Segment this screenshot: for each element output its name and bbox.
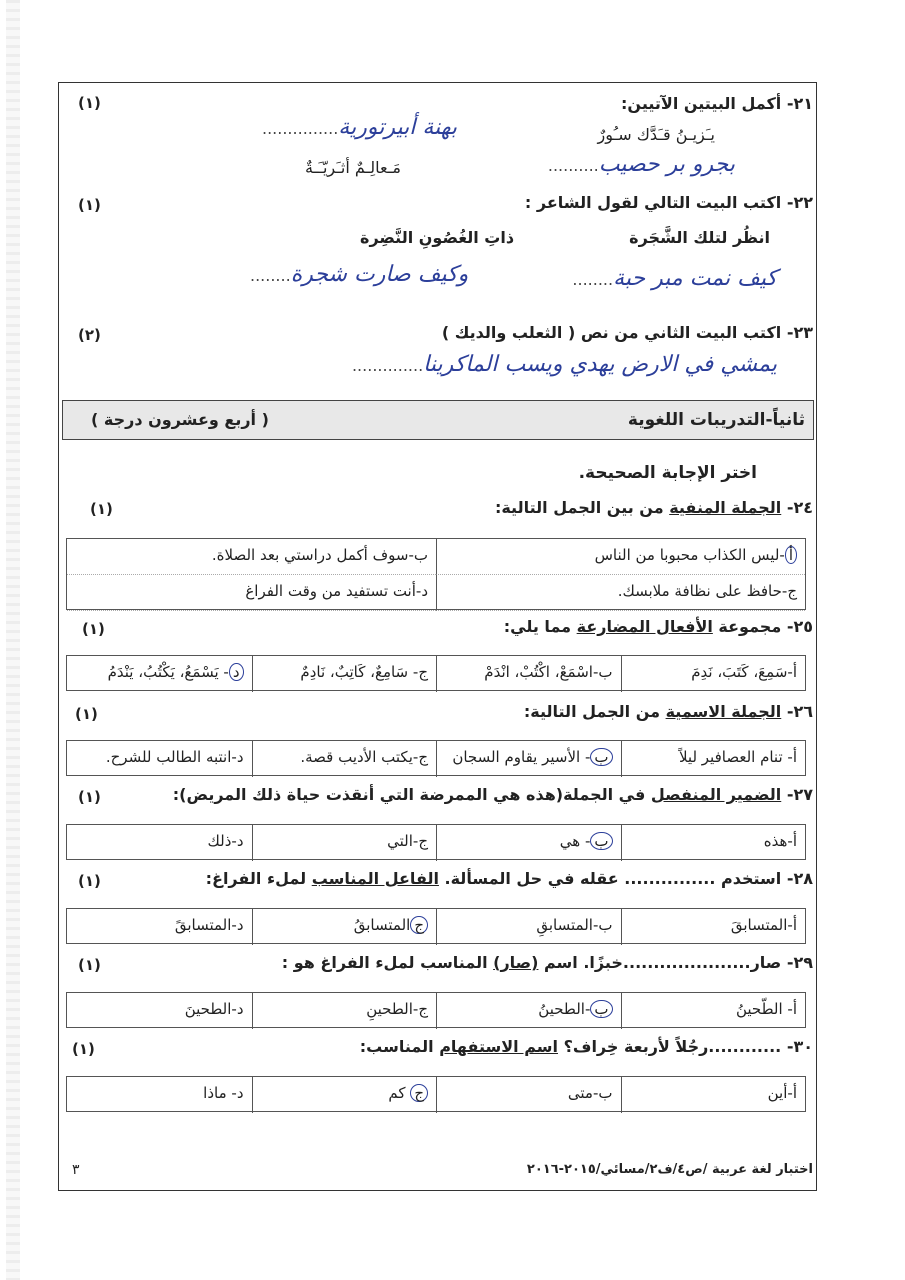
section-score: ( أربع وعشرون درجة ) (91, 410, 269, 429)
q30-option-d[interactable]: د- ماذا (203, 1084, 244, 1102)
q24-options (66, 538, 806, 610)
q27-option-d[interactable]: د-ذلك (207, 832, 244, 850)
q27-option-c[interactable]: ج-التي (252, 825, 437, 861)
q26-option-b[interactable]: ب- الأسير يقاوم السجان (436, 741, 621, 777)
q26-option-a[interactable]: أ- تنام العصافير ليلاً (621, 741, 806, 777)
q30-option-b[interactable]: ب-متى (436, 1077, 621, 1113)
q28-option-b[interactable]: ب-المتسابقِ (436, 909, 621, 945)
q26-option-c[interactable]: ج-يكتب الأديب قصة. (252, 741, 437, 777)
scan-edge (6, 0, 20, 1280)
q29-option-d[interactable]: د-الطحينَ (184, 1000, 244, 1018)
q30-heading: ٣٠- ............رجُلاً لأربعة خِراف؟ اسم الاستفهام المناسب: (359, 1037, 813, 1056)
q23-answer: يمشي في الارض يهدي ويسب الماكرينا (423, 352, 777, 377)
q22-text: اكتب البيت التالي لقول الشاعر : (524, 193, 782, 212)
q23-mark: (٢) (78, 326, 101, 344)
q24-option-b[interactable]: ب-سوف أكمل دراستي بعد الصلاة. (67, 539, 436, 575)
q27-options (66, 824, 806, 860)
q26-option-d[interactable]: د-انتبه الطالب للشرح. (105, 748, 244, 766)
q27-option-a[interactable]: أ-هذه (621, 825, 806, 861)
q21-verse2-left: مَـعالِـمٌ أثـَريّـَـةٌ (305, 158, 401, 177)
q24-option-a[interactable]: أ-ليس الكذاب محبوبا من الناس (436, 539, 805, 575)
q30-mark: (١) (72, 1040, 95, 1058)
q26-options (66, 740, 806, 776)
q26-mark: (١) (75, 705, 98, 723)
section-header (62, 400, 814, 440)
q23-number: ٢٣- (786, 323, 813, 342)
q28-option-d[interactable]: د-المتسابقً (174, 916, 244, 934)
q24-option-c[interactable]: ج-حافظ على نظافة ملابسك. (436, 575, 805, 611)
q30-option-a[interactable]: أ-أين (621, 1077, 806, 1113)
q21-dots1: ............... (262, 119, 339, 138)
q25-option-c[interactable]: ج- سَامِعٌ، كَاتِبٌ، نَادِمٌ (252, 656, 437, 692)
section-title: ثانياً-التدريبات اللغوية (627, 410, 805, 430)
q25-heading: ٢٥- مجموعة الأفعال المضارعة مما يلي: (503, 617, 813, 636)
q28-heading: ٢٨- استخدم ............... عقله في حل المسألة. الفاعل المناسب لملء الفراغ: (205, 869, 813, 888)
q28-mark: (١) (78, 872, 101, 890)
q21-answer2-line (548, 152, 735, 177)
q27-mark: (١) (78, 788, 101, 806)
q24-option-d[interactable]: د-أنت تستفيد من وقت الفراغ (67, 575, 436, 611)
q21-mark: (١) (78, 94, 101, 112)
q29-option-a[interactable]: أ- الطّحينُ (621, 993, 806, 1029)
q29-mark: (١) (78, 956, 101, 974)
q25-option-b[interactable]: ب-اسْمَعْ، اكْتُبْ، انْدَمْ (436, 656, 621, 692)
q23-heading (442, 323, 813, 342)
q22-verse-right: انظُر لتلك الشَّجَرة (629, 228, 770, 247)
q21-number: ٢١- (786, 94, 813, 113)
q25-option-a[interactable]: أ-سَمِعَ، كَتَبَ، نَدِمَ (621, 656, 806, 692)
q28-options (66, 908, 806, 944)
q29-options (66, 992, 806, 1028)
q22-heading (525, 193, 813, 212)
instruction: اختر الإجابة الصحيحة. (578, 463, 757, 483)
page-number: ٣ (72, 1162, 80, 1178)
q25-options (66, 655, 806, 691)
q23-text: اكتب البيت الثاني من نص ( الثعلب والديك ) (441, 323, 782, 342)
q22-answer-left-line: وكيف صارت شجرة........ (250, 262, 469, 287)
q22-number: ٢٢- (786, 193, 813, 212)
q25-option-d[interactable]: د- يَسْمَعُ، يَكْتُبُ، يَنْدَمُ (67, 656, 252, 692)
q23-answer-line: يمشي في الارض يهدي ويسب الماكرينا.............. (351, 352, 777, 377)
q26-heading: ٢٦- الجملة الاسمية من الجمل التالية: (523, 702, 813, 721)
q22-answer-left: وكيف صارت شجرة (290, 262, 469, 287)
q24-mark: (١) (90, 500, 113, 518)
q30-option-c[interactable]: ج كم (252, 1077, 437, 1113)
q24-heading: ٢٤- الجملة المنفية من بين الجمل التالية: (494, 498, 813, 517)
q25-mark: (١) (82, 620, 105, 638)
q27-option-b[interactable]: ب- هي (436, 825, 621, 861)
q29-option-c[interactable]: ج-الطحينِ (252, 993, 437, 1029)
q21-answer1: بهنة أبيرتورية (338, 115, 458, 140)
q24-underlined: الجملة المنفية (669, 498, 782, 517)
q21-answer1-line (262, 115, 457, 140)
q21-answer2: بجرو بر حصيب (598, 152, 735, 177)
q25-underlined: الأفعال المضارعة (576, 617, 713, 636)
q28-option-c[interactable]: جالمتسابقُ (252, 909, 437, 945)
q29-option-b[interactable]: ب-الطحينُ (436, 993, 621, 1029)
q22-answer-right-line: كيف نمت مبر حبة........ (572, 266, 777, 291)
q28-underlined: الفاعل المناسب (311, 869, 439, 888)
q29-heading: ٢٩- صار.....................خبزًا. اسم (صار) المناسب لملء الفراغ هو : (281, 953, 813, 972)
q22-mark: (١) (78, 196, 101, 214)
q27-heading: ٢٧- الضمير المنفصل في الجملة(هذه هي الممرضة التي أنقذت حياة ذلك المريض): (172, 785, 813, 804)
q22-verse-left: ذاتِ الغُصُونِ النَّضِرة (360, 228, 515, 247)
q26-underlined: الجملة الاسمية (665, 702, 782, 721)
q29-underlined: (صار) (493, 953, 539, 972)
q21-verse1-right: يـَزيـنُ قـَدَّك سـُورٌ (597, 125, 715, 144)
q30-options (66, 1076, 806, 1112)
q21-heading (621, 94, 813, 113)
q22-answer-right: كيف نمت مبر حبة (613, 266, 777, 291)
q30-underlined: اسم الاستفهام (439, 1037, 558, 1056)
q21-dots2: .......... (547, 156, 599, 175)
q21-text: أكمل البيتين الآتيين: (621, 94, 782, 113)
footer-title: اختبار لغة عربية /ص٤/ف٢/مسائي/٢٠١٥-٢٠١٦ (526, 1162, 813, 1177)
q28-option-a[interactable]: أ-المتسابقَ (621, 909, 806, 945)
q27-underlined: الضمير المنفصل (650, 785, 782, 804)
